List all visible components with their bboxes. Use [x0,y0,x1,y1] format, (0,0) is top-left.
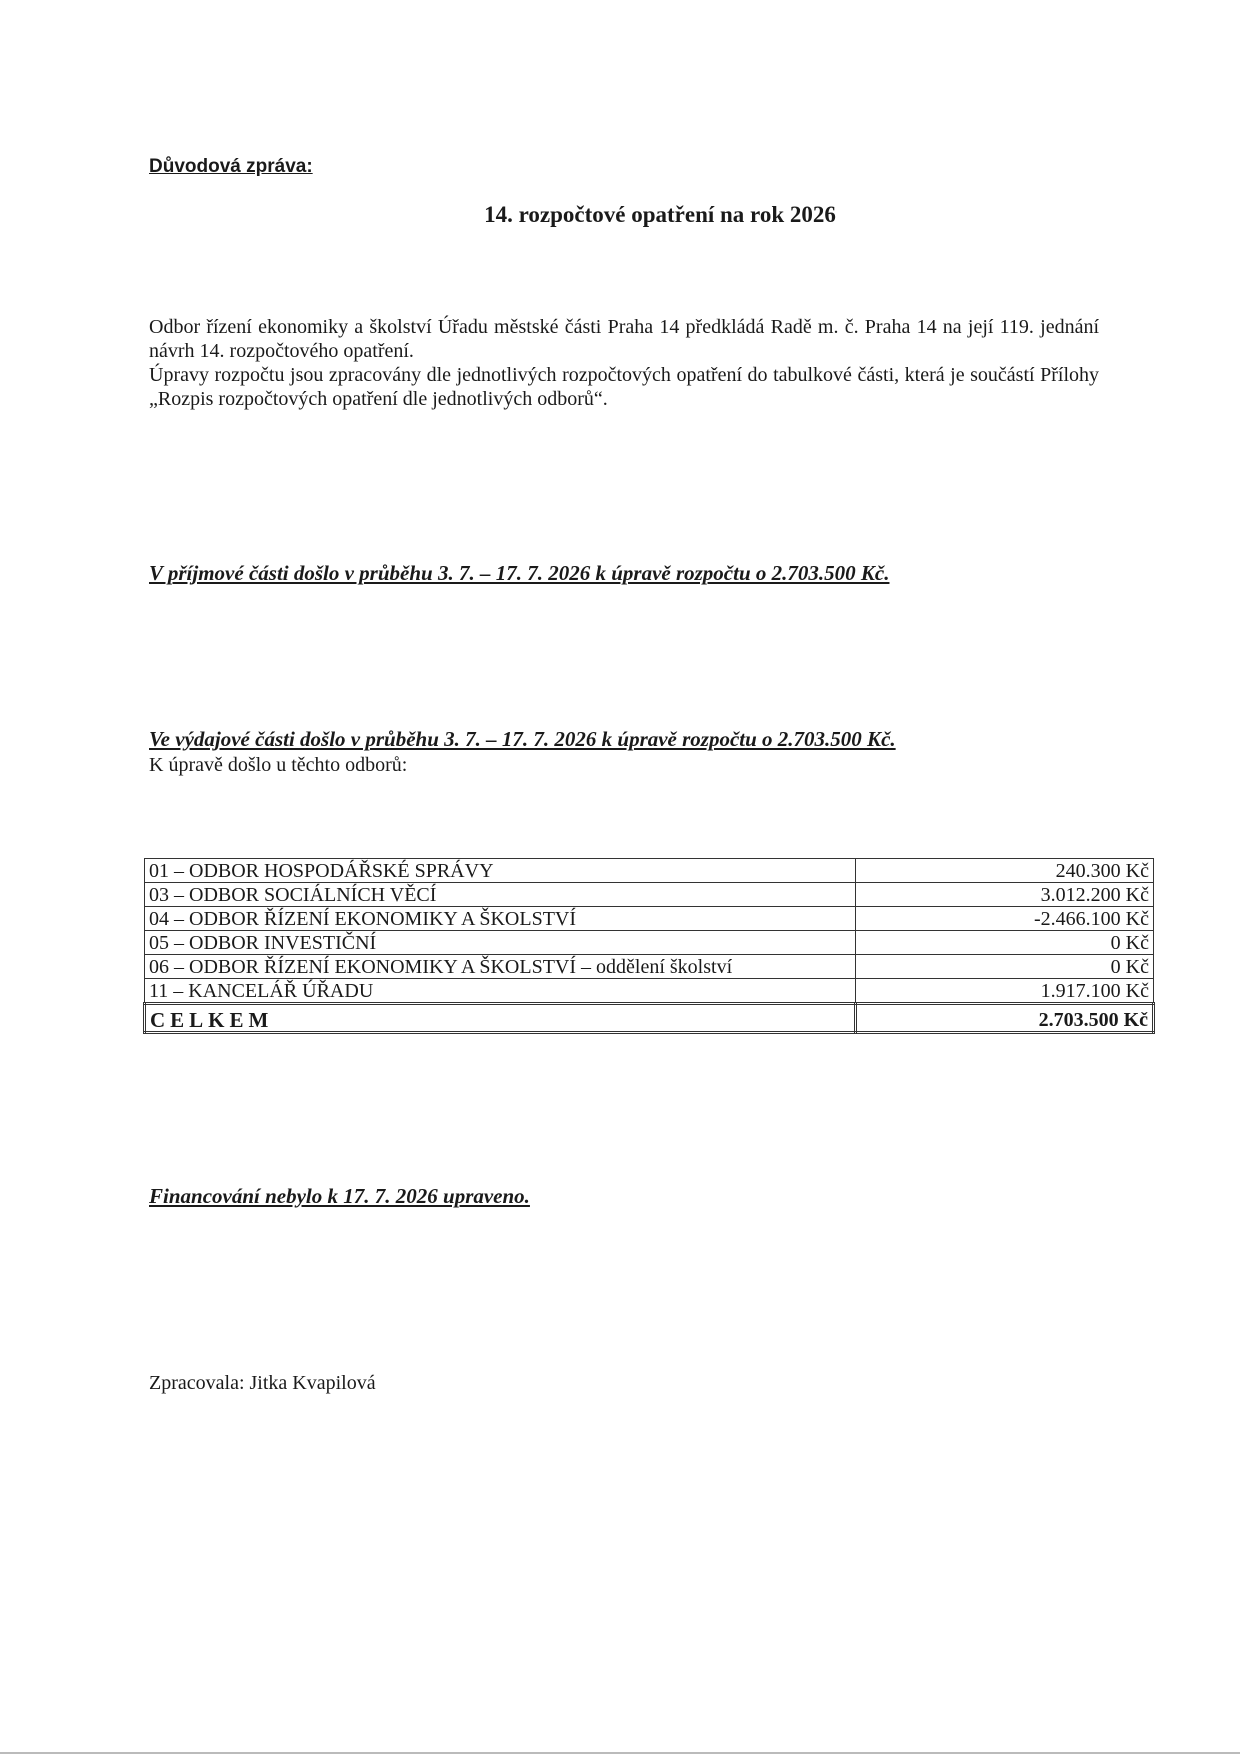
income-statement: V příjmové části došlo v průběhu 3. 7. – 17. 7. 2026 k úpravě rozpočtu o 2.703.500 Kč. [149,561,890,585]
report-label: Důvodová zpráva: [149,156,313,177]
total-label: CELKEM [145,1004,856,1033]
table-row [145,907,1154,931]
table-row [145,979,1154,1004]
departments-intro: K úpravě došlo u těchto odborů: [149,754,408,776]
table-row [145,955,1154,979]
document-title: 14. rozpočtové opatření na rok 2026 [484,202,836,227]
department-amount: 240.300 Kč [856,859,1154,883]
departments-table [143,858,1155,1034]
intro-paragraph-2: Úpravy rozpočtu jsou zpracovány dle jednotlivých rozpočtových opatření do tabulkové části, která je součástí Přílohy „Rozpis rozpočtových opatření dle jednotlivých odborů“. [149,364,1099,410]
intro-paragraph-1: Odbor řízení ekonomiky a školství Úřadu městské části Praha 14 předkládá Radě m. č. Praha 14 na její 119. jednání návrh 14. rozpočtového opatření. [149,316,1099,362]
department-amount: 0 Kč [856,955,1154,979]
department-name: 01 – ODBOR HOSPODÁŘSKÉ SPRÁVY [145,859,856,883]
department-amount: 3.012.200 Kč [856,883,1154,907]
department-name: 06 – ODBOR ŘÍZENÍ EKONOMIKY A ŠKOLSTVÍ – oddělení školství [145,955,856,979]
expense-statement: Ve výdajové části došlo v průběhu 3. 7. – 17. 7. 2026 k úpravě rozpočtu o 2.703.500 Kč. [149,727,896,751]
financing-statement: Financování nebylo k 17. 7. 2026 upraveno. [149,1184,530,1208]
department-name: 05 – ODBOR INVESTIČNÍ [145,931,856,955]
table-row [145,883,1154,907]
department-name: 04 – ODBOR ŘÍZENÍ EKONOMIKY A ŠKOLSTVÍ [145,907,856,931]
department-name: 11 – KANCELÁŘ ÚŘADU [145,979,856,1004]
intro-section [149,315,1099,411]
total-row [145,1004,1154,1033]
document-title-row [0,202,1240,228]
department-amount: 1.917.100 Kč [856,979,1154,1004]
department-amount: 0 Kč [856,931,1154,955]
table-row [145,859,1154,883]
total-amount: 2.703.500 Kč [856,1004,1154,1033]
department-name: 03 – ODBOR SOCIÁLNÍCH VĚCÍ [145,883,856,907]
prepared-by: Zpracovala: Jitka Kvapilová [149,1372,376,1394]
department-amount: -2.466.100 Kč [856,907,1154,931]
table-row [145,931,1154,955]
